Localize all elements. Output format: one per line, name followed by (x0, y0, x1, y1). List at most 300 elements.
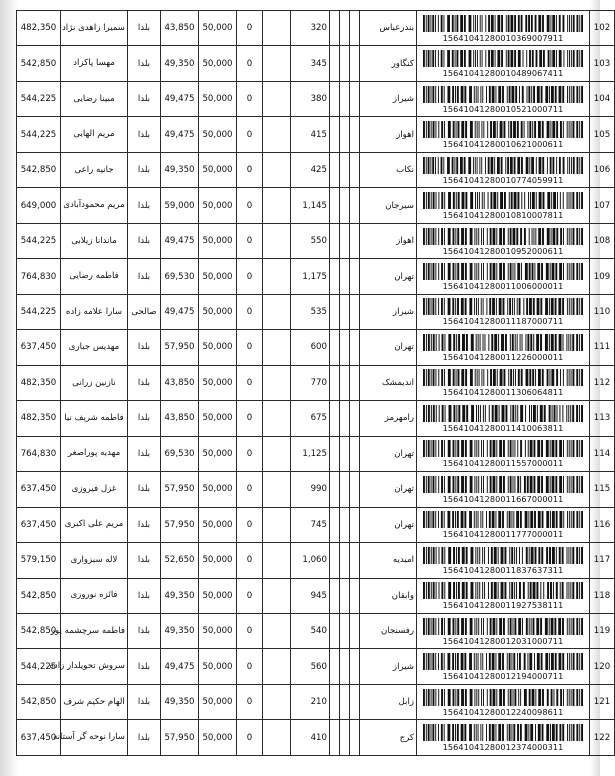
barcode-bar (537, 263, 540, 280)
row-index: 115 (590, 472, 615, 507)
barcode-bar (517, 440, 518, 457)
barcode-bar (504, 547, 506, 564)
table-row (17, 436, 615, 471)
barcode-bar (507, 298, 508, 315)
barcode-bar (573, 50, 575, 67)
barcode-bar (480, 405, 481, 422)
barcode-bar (542, 228, 544, 245)
barcode-bar (497, 369, 498, 386)
barcode-bar (547, 582, 549, 599)
barcode-bar (576, 689, 578, 706)
barcode-bar (571, 86, 572, 103)
barcode-bar (426, 511, 427, 528)
barcode-bar (490, 228, 492, 245)
barcode-bar (438, 369, 439, 386)
row-index: 121 (590, 684, 615, 719)
barcode-bar (569, 263, 570, 280)
name-cell: سارا علامه زاده (61, 294, 128, 329)
barcode-bar (448, 121, 451, 138)
barcode-bar (498, 334, 499, 351)
city-cell: زابل (360, 684, 417, 719)
barcode-bar (499, 405, 500, 422)
amount-cell: 544,225 (17, 223, 61, 258)
barcode-bar (581, 192, 583, 209)
barcode-bar (453, 334, 455, 351)
value-b-cell: 49,350 (161, 684, 199, 719)
barcode-bar (572, 405, 574, 422)
barcode-bar (559, 405, 560, 422)
barcode-bar (569, 298, 570, 315)
barcode-bar (428, 618, 430, 635)
barcode-bar (572, 369, 574, 386)
barcode-bar (432, 653, 434, 670)
barcode-bar (481, 440, 482, 457)
barcode-cell (417, 81, 590, 116)
barcode-bar (495, 86, 496, 103)
barcode-bar (538, 689, 541, 706)
barcode-bar (556, 228, 558, 245)
barcode-bar (442, 334, 444, 351)
barcode-bar (474, 724, 475, 741)
barcode-bar (542, 121, 544, 138)
barcode-bar (484, 334, 485, 351)
barcode-bar (488, 15, 490, 32)
barcode-bar (573, 653, 575, 670)
barcode-bar (524, 476, 526, 493)
barcode-bar (517, 405, 518, 422)
barcode-bar (455, 653, 456, 670)
barcode-bar (515, 369, 516, 386)
barcode-bar (474, 511, 475, 528)
barcode-bar (573, 724, 575, 741)
barcode-bar (528, 511, 529, 528)
barcode-bar (551, 192, 552, 209)
table-row (17, 613, 615, 648)
barcode-image (423, 15, 583, 32)
barcode-number: 15641041280010621000611 (442, 139, 564, 150)
barcode-bar (478, 511, 479, 528)
barcode-bar (532, 369, 534, 386)
barcode-bar (556, 369, 558, 386)
barcode-bar (456, 121, 457, 138)
barcode-bar (474, 476, 475, 493)
barcode-bar (457, 121, 459, 138)
barcode-bar (545, 618, 548, 635)
barcode-bar (431, 582, 432, 599)
barcode-bar (533, 334, 534, 351)
barcode-bar (461, 298, 464, 315)
barcode-cell (417, 365, 590, 400)
barcode-bar (474, 689, 475, 706)
barcode-bar (426, 15, 427, 32)
barcode-bar (433, 582, 435, 599)
barcode-bar (495, 724, 496, 741)
barcode-bar (528, 15, 530, 32)
empty-cell (340, 684, 350, 719)
type-cell: بلدا (128, 152, 161, 187)
barcode-image (423, 86, 583, 103)
name-cell: مریم محمودآبادی (61, 188, 128, 223)
value-a-cell: 50,000 (199, 117, 237, 152)
barcode-bar (453, 582, 455, 599)
row-index: 114 (590, 436, 615, 471)
barcode-bar (436, 192, 437, 209)
barcode-cell (417, 46, 590, 81)
barcode-bar (456, 582, 457, 599)
barcode-bar (497, 15, 500, 32)
barcode-bar (524, 121, 525, 138)
barcode-bar (569, 121, 570, 138)
empty-cell (263, 259, 291, 294)
barcode-bar (448, 228, 451, 245)
barcode-bar (448, 618, 451, 635)
empty-cell (350, 330, 360, 365)
barcode-bar (515, 405, 516, 422)
empty-cell (330, 330, 340, 365)
barcode-bar (449, 405, 452, 422)
barcode-bar (581, 653, 583, 670)
row-index: 119 (590, 613, 615, 648)
barcode-bar (556, 121, 558, 138)
barcode-bar (453, 440, 455, 457)
value-a-cell: 50,000 (199, 401, 237, 436)
value-a-cell: 50,000 (199, 81, 237, 116)
barcode-bar (485, 405, 486, 422)
barcode-bar (555, 653, 557, 670)
barcode-bar (435, 15, 436, 32)
barcode-bar (477, 157, 478, 174)
barcode-bar (513, 263, 514, 280)
barcode-bar (510, 121, 512, 138)
barcode-bar (517, 157, 520, 174)
barcode-bar (493, 228, 496, 245)
barcode-bar (529, 405, 530, 422)
barcode-bar (567, 121, 568, 138)
empty-cell (340, 11, 350, 46)
barcode-bar (435, 263, 436, 280)
empty-cell (340, 578, 350, 613)
empty-cell (340, 401, 350, 436)
city-cell: کنگاور (360, 46, 417, 81)
barcode-bar (483, 263, 484, 280)
barcode-bar (527, 86, 528, 103)
city-cell: شیراز (360, 649, 417, 684)
barcode-bar (535, 228, 536, 245)
barcode-bar (516, 582, 517, 599)
barcode-bar (490, 440, 492, 457)
barcode-cell (417, 543, 590, 578)
barcode-bar (430, 157, 431, 174)
barcode-bar (477, 50, 478, 67)
table-row (17, 81, 615, 116)
barcode-bar (579, 405, 580, 422)
barcode-bar (498, 653, 501, 670)
empty-cell (340, 613, 350, 648)
barcode-bar (475, 50, 476, 67)
barcode-bar (482, 50, 483, 67)
barcode-bar (513, 228, 516, 245)
barcode-bar (512, 298, 513, 315)
barcode-bar (540, 334, 542, 351)
barcode-bar (509, 192, 510, 209)
barcode-bar (453, 228, 455, 245)
barcode-bar (466, 582, 468, 599)
value-b-cell: 57,950 (161, 720, 199, 755)
barcode-bar (476, 618, 477, 635)
barcode-bar (531, 547, 534, 564)
empty-cell (330, 436, 340, 471)
barcode-bar (433, 334, 435, 351)
barcode-bar (536, 50, 538, 67)
barcode-bar (433, 192, 435, 209)
type-cell: بلدا (128, 46, 161, 81)
barcode-bar (524, 192, 525, 209)
barcode-bar (576, 440, 578, 457)
barcode-bar (525, 15, 527, 32)
barcode-bar (517, 192, 519, 209)
barcode-bar (453, 618, 455, 635)
barcode-bar (530, 192, 531, 209)
barcode-bar (438, 298, 439, 315)
barcode-bar (540, 582, 541, 599)
amount-cell: 542,850 (17, 578, 61, 613)
barcode-bar (502, 653, 504, 670)
barcode-bar (579, 50, 580, 67)
barcode-bar (423, 547, 425, 564)
barcode-bar (510, 369, 512, 386)
barcode-bar (461, 511, 464, 528)
barcode-bar (547, 369, 549, 386)
barcode-bar (483, 121, 484, 138)
empty-cell (340, 152, 350, 187)
value-a-cell: 50,000 (199, 684, 237, 719)
barcode-bar (448, 298, 451, 315)
barcode-bar (532, 50, 534, 67)
number-cell: 410 (291, 720, 330, 755)
barcode-bar (452, 157, 454, 174)
empty-cell (330, 578, 340, 613)
barcode-bar (478, 618, 479, 635)
barcode-bar (573, 476, 575, 493)
barcode-bar (481, 263, 482, 280)
barcode-bar (579, 263, 580, 280)
barcode-bar (461, 369, 464, 386)
zero-cell: 0 (237, 46, 263, 81)
barcode-bar (476, 511, 477, 528)
barcode-bar (579, 618, 580, 635)
barcode-bar (455, 440, 456, 457)
barcode-bar (571, 440, 572, 457)
barcode-bar (435, 618, 436, 635)
amount-cell: 542,850 (17, 613, 61, 648)
barcode-bar (528, 582, 529, 599)
barcode-bar (441, 298, 443, 315)
empty-cell (330, 543, 340, 578)
barcode-bar (485, 157, 486, 174)
barcode-bar (542, 15, 544, 32)
barcode-bar (558, 618, 561, 635)
barcode-bar (530, 511, 533, 528)
barcode-bar (441, 440, 443, 457)
name-cell: مریم الهایی (61, 117, 128, 152)
barcode-bar (455, 618, 456, 635)
barcode-bar (480, 86, 481, 103)
barcode-bar (447, 50, 450, 67)
value-a-cell: 50,000 (199, 259, 237, 294)
barcode-bar (489, 405, 490, 422)
barcode-bar (471, 405, 474, 422)
barcode-bar (531, 405, 532, 422)
barcode-bar (513, 618, 514, 635)
zero-cell: 0 (237, 436, 263, 471)
barcode-bar (514, 263, 515, 280)
barcode-bar (464, 86, 466, 103)
barcode-bar (423, 157, 425, 174)
barcode-bar (552, 547, 555, 564)
value-a-cell: 50,000 (199, 436, 237, 471)
barcode-bar (484, 582, 485, 599)
barcode-bar (441, 476, 443, 493)
barcode-bar (567, 653, 568, 670)
barcode-bar (536, 582, 538, 599)
value-b-cell: 49,475 (161, 294, 199, 329)
barcode-bar (483, 440, 484, 457)
barcode-bar (511, 547, 513, 564)
barcode-bar (475, 15, 476, 32)
barcode-bar (546, 476, 549, 493)
barcode-bar (432, 50, 434, 67)
barcode-bar (426, 618, 427, 635)
barcode-bar (453, 121, 455, 138)
value-a-cell: 50,000 (199, 330, 237, 365)
type-cell: صالحی (128, 294, 161, 329)
barcode-bar (552, 440, 555, 457)
barcode-bar (525, 263, 528, 280)
barcode-bar (519, 547, 520, 564)
barcode-bar (465, 263, 467, 280)
barcode-bar (499, 263, 502, 280)
barcode-bar (519, 582, 521, 599)
barcode-bar (489, 298, 491, 315)
barcode-bar (567, 15, 568, 32)
barcode-bar (431, 440, 432, 457)
barcode-bar (496, 476, 497, 493)
barcode-bar (493, 689, 496, 706)
barcode-image (423, 440, 583, 457)
barcode-bar (496, 689, 497, 706)
barcode-bar (486, 86, 487, 103)
barcode-bar (492, 405, 494, 422)
number-cell: 345 (291, 46, 330, 81)
barcode-number: 15641041280011837637311 (442, 564, 564, 575)
barcode-bar (568, 547, 569, 564)
barcode-bar (486, 511, 487, 528)
barcode-bar (549, 618, 550, 635)
row-index: 111 (590, 330, 615, 365)
barcode-bar (520, 476, 521, 493)
barcode-bar (423, 476, 425, 493)
barcode-bar (559, 724, 561, 741)
barcode-bar (462, 405, 465, 422)
barcode-bar (426, 228, 427, 245)
barcode-bar (426, 582, 427, 599)
barcode-bar (457, 369, 459, 386)
barcode-bar (456, 547, 457, 564)
barcode-bar (470, 476, 473, 493)
barcode-bar (563, 192, 564, 209)
zero-cell: 0 (237, 223, 263, 258)
empty-cell (350, 11, 360, 46)
barcode-bar (481, 689, 482, 706)
barcode-bar (435, 157, 436, 174)
barcode-bar (486, 724, 487, 741)
barcode-bar (430, 15, 431, 32)
barcode-bar (534, 121, 536, 138)
barcode-bar (470, 121, 473, 138)
type-cell: بلدا (128, 649, 161, 684)
barcode-bar (428, 653, 430, 670)
barcode-bar (545, 334, 548, 351)
barcode-bar (423, 618, 425, 635)
barcode-bar (435, 228, 436, 245)
barcode-bar (569, 689, 570, 706)
barcode-bar (508, 618, 509, 635)
barcode-bar (444, 689, 445, 706)
value-b-cell: 49,475 (161, 649, 199, 684)
empty-cell (263, 11, 291, 46)
barcode-bar (552, 157, 554, 174)
barcode-bar (423, 50, 425, 67)
barcode-bar (557, 192, 558, 209)
empty-cell (340, 81, 350, 116)
value-b-cell: 49,350 (161, 46, 199, 81)
barcode-bar (474, 653, 475, 670)
barcode-bar (563, 476, 564, 493)
barcode-bar (423, 511, 425, 528)
barcode-bar (441, 50, 443, 67)
barcode-cell (417, 472, 590, 507)
row-index: 109 (590, 259, 615, 294)
barcode-bar (495, 511, 496, 528)
barcode-bar (461, 724, 464, 741)
barcode-image (423, 476, 583, 493)
barcode-bar (520, 511, 522, 528)
barcode-bar (477, 582, 478, 599)
barcode-bar (503, 689, 505, 706)
barcode-bar (576, 263, 578, 280)
barcode-bar (513, 724, 515, 741)
barcode-bar (479, 121, 480, 138)
barcode-bar (464, 157, 466, 174)
barcode-bar (431, 298, 432, 315)
barcode-bar (428, 15, 430, 32)
empty-cell (350, 117, 360, 152)
barcode-bar (549, 653, 550, 670)
type-cell: بلدا (128, 720, 161, 755)
barcode-bar (491, 50, 494, 67)
barcode-bar (438, 263, 439, 280)
barcode-bar (426, 724, 427, 741)
empty-cell (340, 507, 350, 542)
barcode-bar (531, 618, 532, 635)
barcode-bar (509, 653, 511, 670)
barcode-bar (511, 86, 514, 103)
barcode-bar (444, 547, 445, 564)
barcode-bar (514, 440, 515, 457)
barcode-bar (431, 724, 432, 741)
barcode-bar (485, 15, 486, 32)
empty-cell (340, 472, 350, 507)
